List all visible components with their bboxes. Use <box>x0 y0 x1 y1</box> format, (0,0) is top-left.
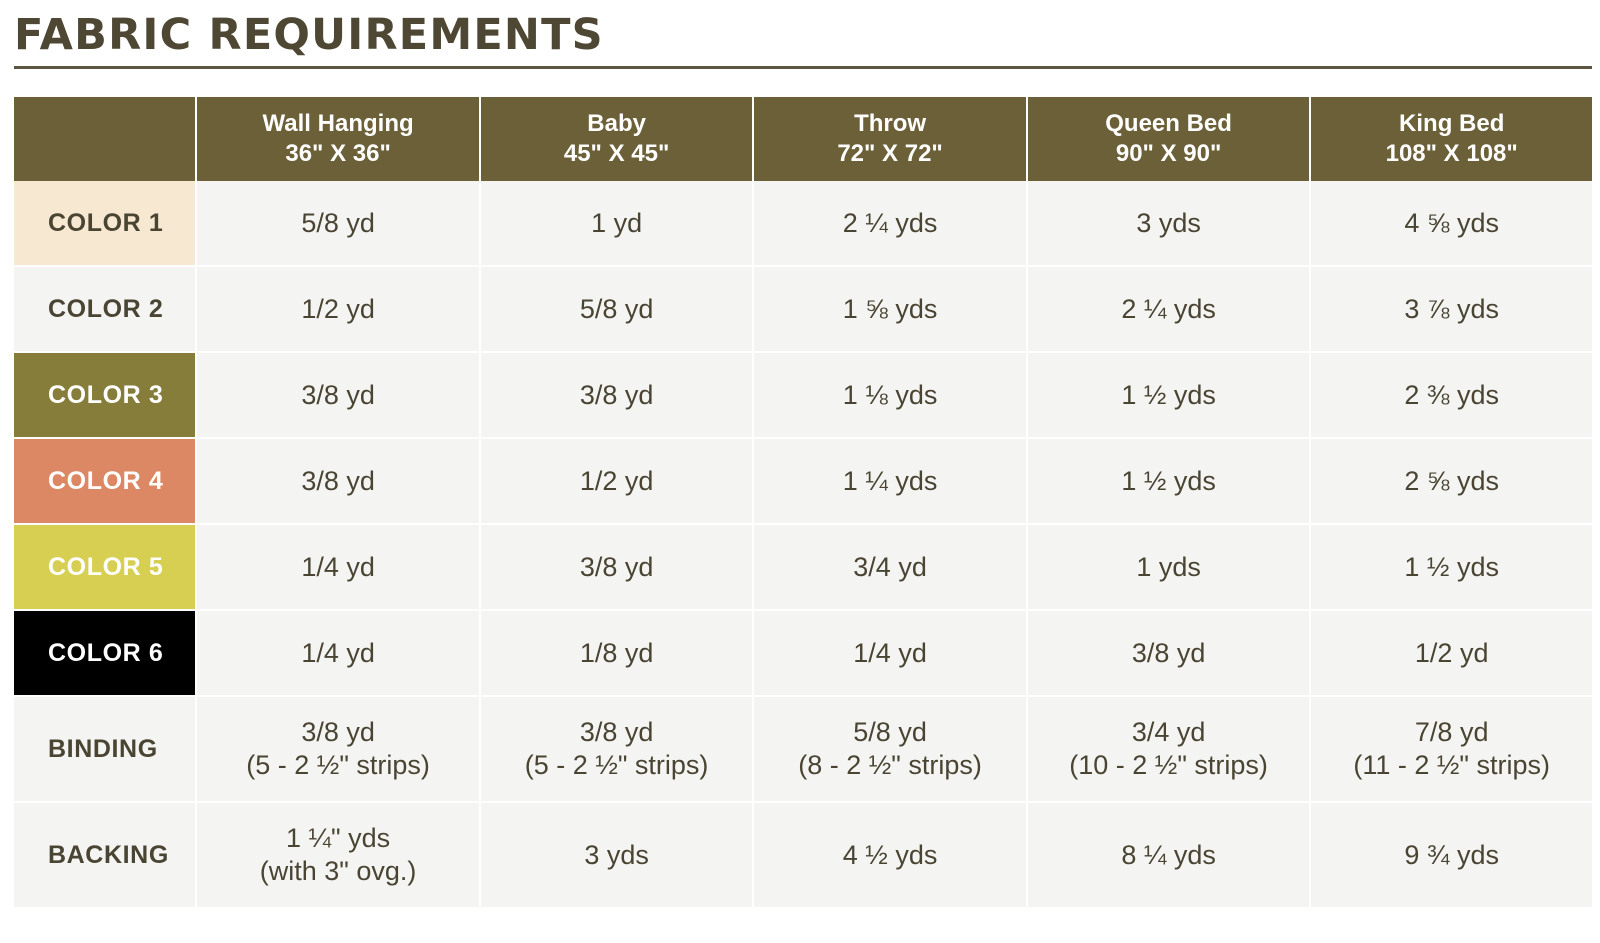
cell-color-4-baby: 1/2 yd <box>480 438 753 524</box>
cell-color-5-queen: 1 yds <box>1027 524 1311 610</box>
cell-color-5-baby: 3/8 yd <box>480 524 753 610</box>
column-header-queen-bed <box>1027 97 1311 181</box>
fabric-requirements-table <box>14 97 1592 909</box>
cell-binding-queen: 3/4 yd (10 - 2 ½" strips) <box>1027 696 1311 802</box>
column-header-size: 72" X 72" <box>837 140 943 167</box>
table-row <box>14 352 1592 438</box>
row-label-binding: BINDING <box>14 696 196 802</box>
cell-color-5-wall-hanging: 1/4 yd <box>196 524 480 610</box>
cell-color-4-king: 2 ⅝ yds <box>1310 438 1592 524</box>
cell-binding-wall-hanging: 3/8 yd (5 - 2 ½" strips) <box>196 696 480 802</box>
row-label-color-1: COLOR 1 <box>14 181 196 266</box>
cell-color-2-king: 3 ⅞ yds <box>1310 266 1592 352</box>
cell-backing-throw: 4 ½ yds <box>753 802 1026 908</box>
cell-backing-baby: 3 yds <box>480 802 753 908</box>
cell-color-2-baby: 5/8 yd <box>480 266 753 352</box>
header-row <box>14 97 1592 181</box>
cell-color-3-king: 2 ⅜ yds <box>1310 352 1592 438</box>
cell-color-1-king: 4 ⅝ yds <box>1310 181 1592 266</box>
cell-color-2-queen: 2 ¼ yds <box>1027 266 1311 352</box>
column-header-throw <box>753 97 1026 181</box>
column-header-name: Throw <box>854 110 927 137</box>
column-header-size: 90" X 90" <box>1115 140 1222 167</box>
row-label-color-3: COLOR 3 <box>14 352 196 438</box>
table-row <box>14 696 1592 802</box>
column-header-size: 45" X 45" <box>563 140 670 167</box>
title-divider <box>14 66 1592 69</box>
cell-color-5-king: 1 ½ yds <box>1310 524 1592 610</box>
page-title: FABRIC REQUIREMENTS <box>14 10 604 60</box>
cell-color-3-wall-hanging: 3/8 yd <box>196 352 480 438</box>
cell-binding-throw: 5/8 yd (8 - 2 ½" strips) <box>753 696 1026 802</box>
cell-color-6-king: 1/2 yd <box>1310 610 1592 696</box>
cell-color-6-wall-hanging: 1/4 yd <box>196 610 480 696</box>
row-label-color-6: COLOR 6 <box>14 610 196 696</box>
cell-backing-queen: 8 ¼ yds <box>1027 802 1311 908</box>
cell-color-3-throw: 1 ⅛ yds <box>753 352 1026 438</box>
column-header-name: Wall Hanging <box>262 110 414 137</box>
cell-color-2-wall-hanging: 1/2 yd <box>196 266 480 352</box>
cell-color-1-throw: 2 ¼ yds <box>753 181 1026 266</box>
row-label-color-4: COLOR 4 <box>14 438 196 524</box>
cell-color-1-wall-hanging: 5/8 yd <box>196 181 480 266</box>
column-header-wall-hanging <box>196 97 480 181</box>
table-header <box>14 97 1592 181</box>
table-row <box>14 524 1592 610</box>
row-label-color-5: COLOR 5 <box>14 524 196 610</box>
column-header-baby <box>480 97 753 181</box>
column-header-name: King Bed <box>1399 110 1505 137</box>
table-row <box>14 266 1592 352</box>
table-row <box>14 438 1592 524</box>
cell-color-1-queen: 3 yds <box>1027 181 1311 266</box>
cell-color-3-queen: 1 ½ yds <box>1027 352 1311 438</box>
table-corner-cell <box>14 97 196 181</box>
row-label-backing: BACKING <box>14 802 196 908</box>
cell-color-6-queen: 3/8 yd <box>1027 610 1311 696</box>
cell-color-1-baby: 1 yd <box>480 181 753 266</box>
cell-color-6-throw: 1/4 yd <box>753 610 1026 696</box>
cell-color-4-queen: 1 ½ yds <box>1027 438 1311 524</box>
column-header-king-bed <box>1310 97 1592 181</box>
cell-color-3-baby: 3/8 yd <box>480 352 753 438</box>
column-header-name: Queen Bed <box>1105 110 1232 137</box>
cell-backing-wall-hanging: 1 ¼" yds (with 3" ovg.) <box>196 802 480 908</box>
table-row <box>14 802 1592 908</box>
column-header-size: 108" X 108" <box>1385 140 1518 167</box>
cell-color-2-throw: 1 ⅝ yds <box>753 266 1026 352</box>
cell-color-4-wall-hanging: 3/8 yd <box>196 438 480 524</box>
table-row <box>14 181 1592 266</box>
table-body <box>14 181 1592 908</box>
cell-binding-king: 7/8 yd (11 - 2 ½" strips) <box>1310 696 1592 802</box>
cell-color-6-baby: 1/8 yd <box>480 610 753 696</box>
cell-backing-king: 9 ¾ yds <box>1310 802 1592 908</box>
column-header-name: Baby <box>587 110 646 137</box>
table-row <box>14 610 1592 696</box>
cell-binding-baby: 3/8 yd (5 - 2 ½" strips) <box>480 696 753 802</box>
column-header-size: 36" X 36" <box>285 140 391 167</box>
cell-color-5-throw: 3/4 yd <box>753 524 1026 610</box>
cell-color-4-throw: 1 ¼ yds <box>753 438 1026 524</box>
row-label-color-2: COLOR 2 <box>14 266 196 352</box>
